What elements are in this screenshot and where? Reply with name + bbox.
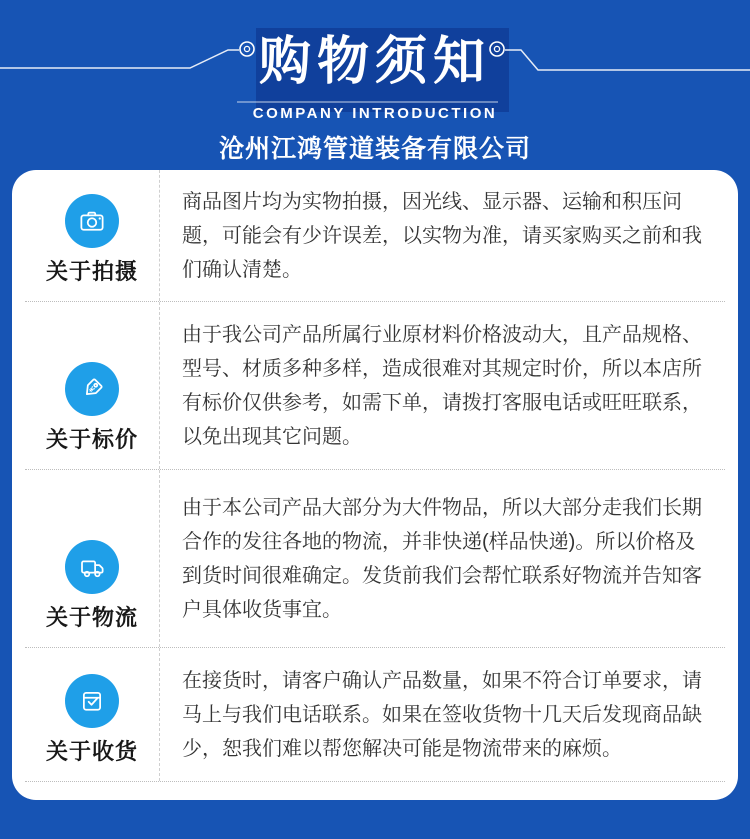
section-label: 关于拍摄	[45, 259, 138, 284]
section-text-column	[160, 648, 725, 781]
section-label: 关于标价	[45, 427, 138, 452]
section-label: 关于收货	[45, 739, 138, 764]
company-name: 沧州江鸿管道装备有限公司	[218, 135, 531, 163]
notice-card	[12, 170, 738, 800]
notice-section-logistics	[25, 470, 725, 648]
section-icon-column	[25, 302, 160, 469]
section-text: 由于我公司产品所属行业原材料价格波动大，且产品规格、型号、材质多种多样，造成很难对其规定时价，所以本店所有标价仅供参考，如需下单，请拨打客服电话或旺旺联系，以免出现其它问题。	[182, 323, 702, 448]
section-label: 关于物流	[45, 605, 138, 630]
page-subtitle: COMPANY INTRODUCTION	[252, 105, 498, 122]
section-icon-column	[25, 470, 160, 647]
notice-section-photography	[25, 170, 725, 302]
page-title: 购物须知	[258, 33, 491, 91]
price-tag-icon	[65, 362, 119, 416]
section-text: 由于本公司产品大部分为大件物品，所以大部分走我们长期合作的发往各地的物流，并非快递(样品快递)。所以价格及到货时间很难确定。发货前我们会帮忙联系好物流并告知客户具体收货事宜。	[182, 496, 702, 621]
section-text-column	[160, 470, 725, 647]
svg-text:¥: ¥	[86, 384, 97, 395]
header-banner	[0, 0, 750, 170]
package-check-icon	[65, 674, 119, 728]
section-text: 商品图片均为实物拍摄，因光线、显示器、运输和积压问题，可能会有少许误差，以实物为准，请买家购买之前和我们确认清楚。	[182, 190, 702, 281]
camera-icon	[65, 194, 119, 248]
truck-icon	[65, 540, 119, 594]
section-text: 在接货时，请客户确认产品数量，如果不符合订单要求，请马上与我们电话联系。如果在签收货物十几天后发现商品缺少，恕我们难以帮您解决可能是物流带来的麻烦。	[182, 669, 702, 760]
section-icon-column	[25, 170, 160, 301]
section-text-column	[160, 302, 725, 469]
section-icon-column	[25, 648, 160, 781]
notice-section-receiving	[25, 648, 725, 782]
notice-section-pricing	[25, 302, 725, 470]
section-text-column	[160, 170, 725, 301]
